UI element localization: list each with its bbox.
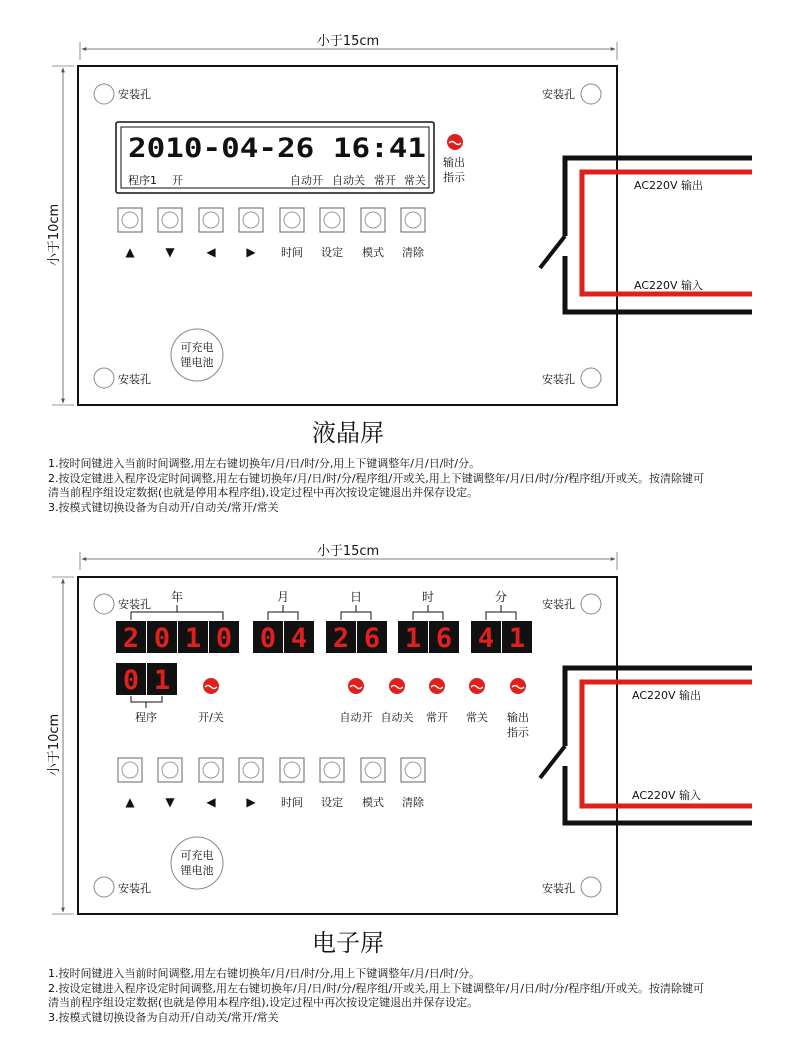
ac-output-label: AC220V 输出 xyxy=(634,179,704,192)
mode-button[interactable] xyxy=(361,208,385,232)
onoff-led-icon xyxy=(203,678,219,694)
battery-icon xyxy=(171,837,223,889)
hour-label: 时 xyxy=(421,590,435,604)
always-on-led-icon xyxy=(429,678,445,694)
program-label: 程序 xyxy=(135,711,157,724)
time-button[interactable] xyxy=(280,208,304,232)
instruction-line: 3.按模式键切换设备为自动开/自动关/常开/常关 xyxy=(48,1010,279,1024)
lcd-panel-diagram xyxy=(47,34,752,447)
mount-hole-icon xyxy=(581,368,601,388)
year-digit: 1 xyxy=(184,623,202,654)
output-led-icon xyxy=(510,678,526,694)
day-digit: 6 xyxy=(363,623,381,654)
clear-button[interactable] xyxy=(401,758,425,782)
lcd-status-program: 程序1 xyxy=(128,174,157,187)
up-arrow-icon: ▲ xyxy=(125,795,135,809)
month-digit: 0 xyxy=(259,623,277,654)
clear-button[interactable] xyxy=(401,208,425,232)
right-button[interactable] xyxy=(239,758,263,782)
set-button-label: 设定 xyxy=(321,796,343,809)
width-label: 小于15cm xyxy=(316,544,380,559)
mode-button-label: 模式 xyxy=(362,246,384,259)
battery-icon xyxy=(171,329,223,381)
set-button[interactable] xyxy=(320,758,344,782)
hour-digit: 1 xyxy=(404,623,422,654)
year-digit: 0 xyxy=(215,623,233,654)
time-button-label: 时间 xyxy=(281,796,303,809)
program-digit: 0 xyxy=(122,665,140,696)
output-indicator-label: 指示 xyxy=(443,171,465,184)
always-off-led-icon xyxy=(469,678,485,694)
width-dimension xyxy=(80,34,617,60)
mount-hole-icon xyxy=(581,877,601,897)
down-button[interactable] xyxy=(158,758,182,782)
time-button-label: 时间 xyxy=(281,246,303,259)
mount-hole-label: 安装孔 xyxy=(542,598,575,611)
set-button[interactable] xyxy=(320,208,344,232)
set-button-label: 设定 xyxy=(321,246,343,259)
right-button[interactable] xyxy=(239,208,263,232)
always-off-label: 常关 xyxy=(466,711,488,724)
mount-hole-label: 安装孔 xyxy=(118,882,151,895)
down-arrow-icon: ▼ xyxy=(165,795,175,809)
lcd-status-always-on: 常开 xyxy=(374,174,396,187)
instruction-line: 2.按设定键进入程序设定时间调整,用左右键切换年/月/日/时/分/程序组/开或关,用上下键调整年/月/日/时/分/程序组/开或关。按清除键可 xyxy=(48,471,704,485)
width-dimension xyxy=(80,544,617,570)
clear-button-label: 清除 xyxy=(402,796,424,809)
lcd-datetime-display: 2010-04-26 16:41 xyxy=(128,133,426,164)
lcd-status-onoff: 开 xyxy=(172,174,183,187)
always-on-label: 常开 xyxy=(426,711,448,724)
up-button[interactable] xyxy=(118,208,142,232)
year-digit: 2 xyxy=(122,623,140,654)
auto-on-label: 自动开 xyxy=(339,711,373,724)
minute-digit: 4 xyxy=(477,623,495,654)
led-instructions xyxy=(48,967,704,1025)
instruction-line: 1.按时间键进入当前时间调整,用左右键切换年/月/日/时/分,用上下键调整年/月/日/时/分。 xyxy=(48,457,481,470)
battery-label: 锂电池 xyxy=(180,356,214,369)
mount-hole-icon xyxy=(94,594,114,614)
lcd-status-auto-on: 自动开 xyxy=(290,174,323,187)
mount-hole-label: 安装孔 xyxy=(118,373,151,386)
mount-hole-icon xyxy=(94,877,114,897)
lcd-instructions xyxy=(48,457,704,515)
mount-hole-icon xyxy=(581,594,601,614)
lcd-board-outline xyxy=(78,66,617,405)
left-arrow-icon: ◀ xyxy=(206,245,216,259)
lcd-caption: 液晶屏 xyxy=(312,419,384,447)
minute-digit: 1 xyxy=(508,623,526,654)
output-indicator-label: 输出 xyxy=(443,156,465,169)
down-button[interactable] xyxy=(158,208,182,232)
output-indicator-led-icon xyxy=(447,134,463,150)
instruction-line: 清当前程序组设定数据(也就是停用本程序组),设定过程中再次按设定键退出并保存设定。 xyxy=(48,996,479,1009)
battery-label: 锂电池 xyxy=(180,864,214,877)
mount-hole-label: 安装孔 xyxy=(118,598,151,611)
height-dimension xyxy=(47,66,74,405)
ac-input-label: AC220V 输入 xyxy=(632,789,702,802)
left-arrow-icon: ◀ xyxy=(206,795,216,809)
day-label: 日 xyxy=(349,590,363,604)
battery-label: 可充电 xyxy=(180,849,214,862)
height-label: 小于10cm xyxy=(47,713,62,777)
led-caption: 电子屏 xyxy=(312,929,384,957)
left-button[interactable] xyxy=(199,208,223,232)
month-label: 月 xyxy=(276,590,290,604)
width-label: 小于15cm xyxy=(316,34,380,49)
mount-hole-label: 安装孔 xyxy=(542,373,575,386)
auto-off-led-icon xyxy=(389,678,405,694)
year-label: 年 xyxy=(170,590,184,604)
instruction-line: 清当前程序组设定数据(也就是停用本程序组),设定过程中再次按设定键退出并保存设定。 xyxy=(48,486,479,499)
mount-hole-label: 安装孔 xyxy=(542,882,575,895)
battery-label: 可充电 xyxy=(180,341,214,354)
up-button[interactable] xyxy=(118,758,142,782)
auto-on-led-icon xyxy=(348,678,364,694)
height-label: 小于10cm xyxy=(47,203,62,267)
down-arrow-icon: ▼ xyxy=(165,245,175,259)
instruction-line: 2.按设定键进入程序设定时间调整,用左右键切换年/月/日/时/分/程序组/开或关,用上下键调整年/月/日/时/分/程序组/开或关。按清除键可 xyxy=(48,981,704,995)
mode-button-label: 模式 xyxy=(362,796,384,809)
program-digit: 1 xyxy=(153,665,171,696)
height-dimension xyxy=(47,577,74,914)
day-digit: 2 xyxy=(332,623,350,654)
led-panel-diagram xyxy=(47,544,752,957)
instruction-line: 3.按模式键切换设备为自动开/自动关/常开/常关 xyxy=(48,500,279,514)
auto-off-label: 自动关 xyxy=(380,711,414,724)
mount-hole-label: 安装孔 xyxy=(118,88,151,101)
minute-label: 分 xyxy=(494,590,508,604)
mount-hole-icon xyxy=(94,368,114,388)
time-button[interactable] xyxy=(280,758,304,782)
ac-output-label: AC220V 输出 xyxy=(632,689,702,702)
mount-hole-icon xyxy=(94,84,114,104)
mount-hole-icon xyxy=(581,84,601,104)
mode-button[interactable] xyxy=(361,758,385,782)
right-arrow-icon: ▶ xyxy=(246,795,256,809)
up-arrow-icon: ▲ xyxy=(125,245,135,259)
mount-hole-label: 安装孔 xyxy=(542,88,575,101)
onoff-label: 开/关 xyxy=(198,711,224,724)
left-button[interactable] xyxy=(199,758,223,782)
lcd-status-auto-off: 自动关 xyxy=(332,174,365,187)
lcd-status-always-off: 常关 xyxy=(404,174,426,187)
right-arrow-icon: ▶ xyxy=(246,245,256,259)
output-indicator-label: 指示 xyxy=(507,726,529,739)
year-digit: 0 xyxy=(153,623,171,654)
hour-digit: 6 xyxy=(435,623,453,654)
output-indicator-label: 输出 xyxy=(507,711,529,724)
ac-input-label: AC220V 输入 xyxy=(634,279,704,292)
instruction-line: 1.按时间键进入当前时间调整,用左右键切换年/月/日/时/分,用上下键调整年/月/日/时/分。 xyxy=(48,967,481,980)
month-digit: 4 xyxy=(290,623,308,654)
clear-button-label: 清除 xyxy=(402,246,424,259)
